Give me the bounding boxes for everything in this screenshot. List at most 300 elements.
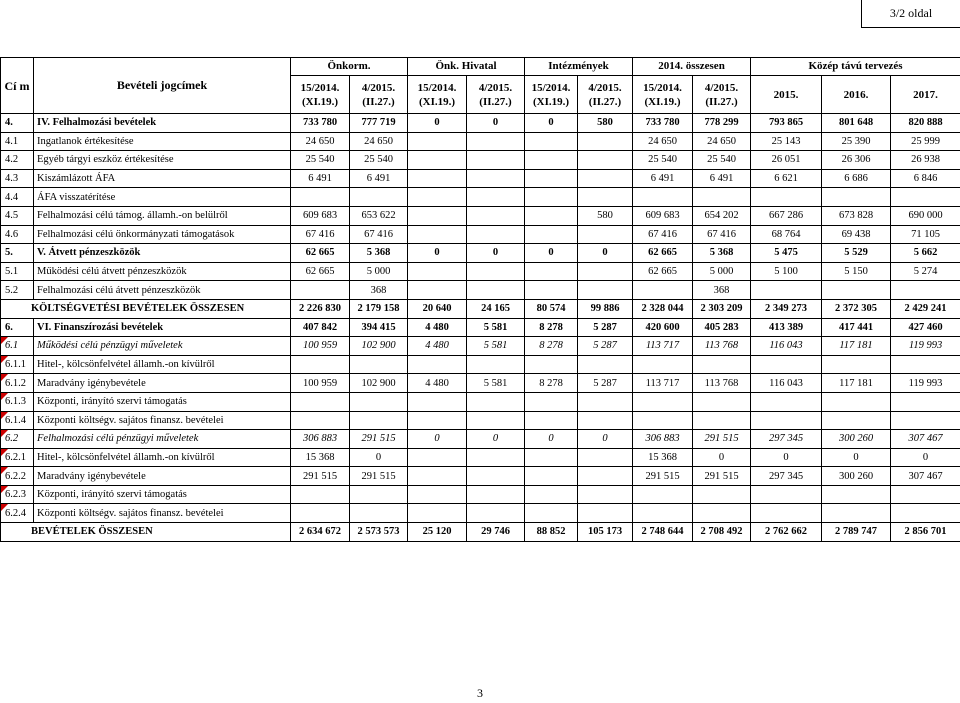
comment-marker-icon [1, 337, 8, 344]
row-code: 6.2.2 [1, 467, 34, 486]
row-value: 8 278 [525, 374, 578, 393]
row-value: 5 581 [467, 337, 525, 356]
row-value [891, 355, 960, 374]
row-value: 0 [408, 114, 467, 133]
row-value: 733 780 [633, 114, 693, 133]
row-value [693, 355, 751, 374]
row-value: 62 665 [291, 262, 350, 281]
row-value [822, 411, 891, 430]
row-value: 427 460 [891, 318, 960, 337]
row-code: 4.5 [1, 206, 34, 225]
table-row [1, 430, 960, 449]
row-code: 5.2 [1, 281, 34, 300]
row-value: 300 260 [822, 430, 891, 449]
row-value [408, 225, 467, 244]
row-value: 102 900 [350, 374, 408, 393]
row-value [467, 448, 525, 467]
comment-marker-icon [1, 486, 8, 493]
row-label: Felhalmozási célú támog. államh.-on belülről [34, 206, 291, 225]
row-value: 0 [525, 244, 578, 263]
row-value [891, 411, 960, 430]
table-row [1, 151, 960, 170]
row-value: 25 540 [693, 151, 751, 170]
table-row [1, 225, 960, 244]
row-value [291, 411, 350, 430]
row-code: 6.2.4 [1, 504, 34, 523]
row-label: Felhalmozási célú átvett pénzeszközök [34, 281, 291, 300]
row-value: 580 [578, 114, 633, 133]
row-value [467, 485, 525, 504]
row-value [467, 355, 525, 374]
row-value: 667 286 [751, 206, 822, 225]
row-value [751, 411, 822, 430]
row-value [408, 504, 467, 523]
table-row [1, 262, 960, 281]
row-value [408, 467, 467, 486]
row-value [578, 132, 633, 151]
row-value [350, 504, 408, 523]
row-value: 15 368 [291, 448, 350, 467]
comment-marker-icon [1, 412, 8, 419]
table-row [1, 485, 960, 504]
row-value: 733 780 [291, 114, 350, 133]
row-value [525, 132, 578, 151]
row-value: 291 515 [291, 467, 350, 486]
row-value [408, 281, 467, 300]
row-value [578, 281, 633, 300]
row-code: 6. [1, 318, 34, 337]
row-value [578, 448, 633, 467]
row-value: 25 540 [633, 151, 693, 170]
row-value: 300 260 [822, 467, 891, 486]
row-value [408, 392, 467, 411]
row-value: 113 768 [693, 374, 751, 393]
row-value: 407 842 [291, 318, 350, 337]
table-row [1, 523, 960, 542]
row-value [525, 467, 578, 486]
row-value: 0 [891, 448, 960, 467]
row-label: Felhalmozási célú pénzügyi műveletek [34, 430, 291, 449]
row-value: 67 416 [350, 225, 408, 244]
row-value [578, 188, 633, 207]
table-row [1, 244, 960, 263]
row-value: 297 345 [751, 430, 822, 449]
row-value: 25 120 [408, 523, 467, 542]
row-value: 306 883 [291, 430, 350, 449]
row-value [891, 188, 960, 207]
row-value: 0 [408, 430, 467, 449]
row-value [578, 485, 633, 504]
row-code: 6.1.1 [1, 355, 34, 374]
row-value [822, 485, 891, 504]
row-value: 25 540 [350, 151, 408, 170]
row-value: 5 475 [751, 244, 822, 263]
row-value [350, 355, 408, 374]
row-value [633, 504, 693, 523]
row-value: 405 283 [693, 318, 751, 337]
row-value: 25 143 [751, 132, 822, 151]
row-value [822, 281, 891, 300]
comment-marker-icon [1, 393, 8, 400]
row-label: Központi költségv. sajátos finansz. bevételei [34, 504, 291, 523]
row-value: 2 179 158 [350, 299, 408, 318]
subheader-period: 2015. [751, 76, 822, 114]
row-value: 5 529 [822, 244, 891, 263]
row-value [751, 355, 822, 374]
row-label: Kiszámlázott ÁFA [34, 169, 291, 188]
row-value: 8 278 [525, 318, 578, 337]
row-value: 26 051 [751, 151, 822, 170]
table-row [1, 132, 960, 151]
row-value: 793 865 [751, 114, 822, 133]
row-value [525, 225, 578, 244]
header-group-intezmenyek: Intézmények [525, 58, 633, 76]
row-value: 80 574 [525, 299, 578, 318]
row-value [633, 485, 693, 504]
table-row [1, 337, 960, 356]
row-value [408, 355, 467, 374]
row-label: Központi, irányító szervi támogatás [34, 392, 291, 411]
row-value: 6 621 [751, 169, 822, 188]
row-value [291, 188, 350, 207]
row-label: Hitel-, kölcsönfelvétel államh.-on kívülről [34, 355, 291, 374]
row-value [633, 411, 693, 430]
row-value [822, 355, 891, 374]
row-value: 654 202 [693, 206, 751, 225]
row-code: 6.1.3 [1, 392, 34, 411]
row-value: 62 665 [633, 262, 693, 281]
row-value [408, 485, 467, 504]
comment-marker-icon [1, 449, 8, 456]
row-value: 0 [525, 430, 578, 449]
row-value [578, 504, 633, 523]
row-label: IV. Felhalmozási bevételek [34, 114, 291, 133]
row-value [467, 132, 525, 151]
row-value [467, 411, 525, 430]
table-row [1, 392, 960, 411]
table-row [1, 467, 960, 486]
row-code: 6.1.4 [1, 411, 34, 430]
row-value: 580 [578, 206, 633, 225]
comment-marker-icon [1, 467, 8, 474]
row-value [751, 392, 822, 411]
row-value: 0 [751, 448, 822, 467]
row-value: 5 368 [693, 244, 751, 263]
row-value: 2 349 273 [751, 299, 822, 318]
row-value: 117 181 [822, 374, 891, 393]
row-value: 26 306 [822, 151, 891, 170]
row-value: 62 665 [633, 244, 693, 263]
row-value: 5 100 [751, 262, 822, 281]
row-value: 6 491 [291, 169, 350, 188]
row-value: 0 [467, 244, 525, 263]
row-value: 5 662 [891, 244, 960, 263]
row-label: Működési célú átvett pénzeszközök [34, 262, 291, 281]
row-value: 297 345 [751, 467, 822, 486]
row-value: 778 299 [693, 114, 751, 133]
row-value: 15 368 [633, 448, 693, 467]
subheader-period: 4/2015. (II.27.) [350, 76, 408, 114]
row-value: 368 [350, 281, 408, 300]
row-value: 5 000 [693, 262, 751, 281]
row-value: 117 181 [822, 337, 891, 356]
row-value [467, 504, 525, 523]
row-value: 820 888 [891, 114, 960, 133]
row-value [633, 188, 693, 207]
row-value [408, 188, 467, 207]
row-value: 24 650 [693, 132, 751, 151]
row-value: 71 105 [891, 225, 960, 244]
row-value [350, 392, 408, 411]
row-value: 0 [693, 448, 751, 467]
row-code: 6.1 [1, 337, 34, 356]
row-value: 2 634 672 [291, 523, 350, 542]
row-value: 67 416 [693, 225, 751, 244]
row-value [291, 392, 350, 411]
subheader-period: 2016. [822, 76, 891, 114]
header-title: Bevételi jogcímek [34, 58, 291, 114]
row-value: 25 540 [291, 151, 350, 170]
row-value: 368 [693, 281, 751, 300]
row-value: 5 287 [578, 318, 633, 337]
row-code: 4.6 [1, 225, 34, 244]
subheader-period: 4/2015. (II.27.) [578, 76, 633, 114]
row-value [891, 281, 960, 300]
header-group-osszesen: 2014. összesen [633, 58, 751, 76]
row-value: 8 278 [525, 337, 578, 356]
subheader-period: 4/2015. (II.27.) [693, 76, 751, 114]
row-value [891, 392, 960, 411]
row-value [408, 151, 467, 170]
row-value: 291 515 [693, 467, 751, 486]
row-value [578, 169, 633, 188]
row-value [822, 392, 891, 411]
row-value: 653 622 [350, 206, 408, 225]
row-value [467, 225, 525, 244]
row-value: 2 856 701 [891, 523, 960, 542]
row-value: 413 389 [751, 318, 822, 337]
row-value [578, 392, 633, 411]
row-value [751, 188, 822, 207]
row-value [350, 188, 408, 207]
row-value: 26 938 [891, 151, 960, 170]
row-value [408, 448, 467, 467]
row-value [408, 206, 467, 225]
row-value [525, 392, 578, 411]
row-value [408, 132, 467, 151]
table-row [1, 318, 960, 337]
row-code: 6.2 [1, 430, 34, 449]
row-value: 113 717 [633, 374, 693, 393]
subheader-period: 15/2014. (XI.19.) [291, 76, 350, 114]
row-value [578, 262, 633, 281]
row-value [350, 485, 408, 504]
row-value: 116 043 [751, 337, 822, 356]
row-value: 0 [525, 114, 578, 133]
row-value [291, 485, 350, 504]
row-value [891, 504, 960, 523]
row-value [578, 225, 633, 244]
row-value [891, 485, 960, 504]
row-value: 24 650 [291, 132, 350, 151]
row-value [350, 411, 408, 430]
row-value: 609 683 [633, 206, 693, 225]
row-label: Felhalmozási célú önkormányzati támogatások [34, 225, 291, 244]
row-value [693, 392, 751, 411]
table-row [1, 411, 960, 430]
row-value: 0 [578, 244, 633, 263]
row-value [633, 281, 693, 300]
row-value: 6 686 [822, 169, 891, 188]
row-value: 4 480 [408, 374, 467, 393]
row-value: 25 999 [891, 132, 960, 151]
row-value: 673 828 [822, 206, 891, 225]
table-row [1, 448, 960, 467]
row-label: Maradvány igénybevétele [34, 374, 291, 393]
row-label: ÁFA visszatérítése [34, 188, 291, 207]
comment-marker-icon [1, 430, 8, 437]
row-value: 119 993 [891, 337, 960, 356]
row-value [467, 151, 525, 170]
row-value: 801 648 [822, 114, 891, 133]
row-value [467, 188, 525, 207]
row-value: 2 429 241 [891, 299, 960, 318]
row-value [525, 411, 578, 430]
row-code: 5.1 [1, 262, 34, 281]
row-value: 62 665 [291, 244, 350, 263]
row-value [822, 504, 891, 523]
row-value: 24 165 [467, 299, 525, 318]
row-value: 5 150 [822, 262, 891, 281]
table-row [1, 281, 960, 300]
row-value: 105 173 [578, 523, 633, 542]
row-value: 307 467 [891, 430, 960, 449]
row-value [693, 485, 751, 504]
row-value [408, 411, 467, 430]
row-value [693, 411, 751, 430]
row-value [291, 281, 350, 300]
comment-marker-icon [1, 504, 8, 511]
row-value: 119 993 [891, 374, 960, 393]
row-value: 116 043 [751, 374, 822, 393]
header-group-hivatal: Önk. Hivatal [408, 58, 525, 76]
row-label: VI. Finanszírozási bevételek [34, 318, 291, 337]
row-value [578, 355, 633, 374]
row-value: 25 390 [822, 132, 891, 151]
row-value: 0 [822, 448, 891, 467]
row-value [467, 169, 525, 188]
row-value [751, 485, 822, 504]
row-value: 6 491 [633, 169, 693, 188]
row-value [467, 206, 525, 225]
row-value: 100 959 [291, 337, 350, 356]
row-value: 5 287 [578, 374, 633, 393]
table-row [1, 355, 960, 374]
row-code: 4.3 [1, 169, 34, 188]
row-value: 4 480 [408, 318, 467, 337]
table-row [1, 188, 960, 207]
row-value: 2 789 747 [822, 523, 891, 542]
row-value: 291 515 [350, 430, 408, 449]
row-value [578, 151, 633, 170]
row-value: 0 [578, 430, 633, 449]
row-value [578, 467, 633, 486]
comment-marker-icon [1, 374, 8, 381]
row-code: 6.1.2 [1, 374, 34, 393]
row-label: Hitel-, kölcsönfelvétel államh.-on kívülről [34, 448, 291, 467]
row-code: 4.1 [1, 132, 34, 151]
row-value: 24 650 [350, 132, 408, 151]
table-row [1, 374, 960, 393]
row-value: 0 [467, 430, 525, 449]
subheader-period: 15/2014. (XI.19.) [525, 76, 578, 114]
row-value: 2 372 305 [822, 299, 891, 318]
row-value: 99 886 [578, 299, 633, 318]
table-row [1, 206, 960, 225]
header-code: Cí m [1, 58, 34, 114]
row-value [525, 151, 578, 170]
page-label: 3/2 oldal [861, 0, 960, 28]
row-value: 113 717 [633, 337, 693, 356]
row-value: 2 303 209 [693, 299, 751, 318]
row-value: 6 846 [891, 169, 960, 188]
row-value: 6 491 [350, 169, 408, 188]
row-value [751, 281, 822, 300]
row-value: 0 [350, 448, 408, 467]
row-value: 102 900 [350, 337, 408, 356]
row-code: 5. [1, 244, 34, 263]
row-value: 307 467 [891, 467, 960, 486]
row-value [525, 188, 578, 207]
row-value: 24 650 [633, 132, 693, 151]
row-value [467, 467, 525, 486]
row-value: 2 226 830 [291, 299, 350, 318]
subheader-period: 15/2014. (XI.19.) [633, 76, 693, 114]
row-value: 420 600 [633, 318, 693, 337]
row-value [408, 169, 467, 188]
row-value: 5 287 [578, 337, 633, 356]
row-label: Egyéb tárgyi eszköz értékesítése [34, 151, 291, 170]
header-group-kozeptavu: Közép távú tervezés [751, 58, 960, 76]
row-code: 4.2 [1, 151, 34, 170]
budget-table [0, 57, 960, 542]
row-value: 2 748 644 [633, 523, 693, 542]
row-label: Működési célú pénzügyi műveletek [34, 337, 291, 356]
row-value: 2 762 662 [751, 523, 822, 542]
row-value [693, 504, 751, 523]
page-number: 3 [477, 686, 483, 700]
row-value: 2 708 492 [693, 523, 751, 542]
row-value: 777 719 [350, 114, 408, 133]
row-value [633, 355, 693, 374]
row-value: 2 328 044 [633, 299, 693, 318]
comment-marker-icon [1, 356, 8, 363]
row-value [578, 411, 633, 430]
row-value: 69 438 [822, 225, 891, 244]
row-value: 67 416 [291, 225, 350, 244]
row-value: 0 [467, 114, 525, 133]
row-value [291, 355, 350, 374]
row-value: 20 640 [408, 299, 467, 318]
row-value: 113 768 [693, 337, 751, 356]
row-value: 5 000 [350, 262, 408, 281]
row-code: 6.2.3 [1, 485, 34, 504]
table-row [1, 504, 960, 523]
subheader-period: 2017. [891, 76, 960, 114]
row-value: 0 [408, 244, 467, 263]
row-value: 67 416 [633, 225, 693, 244]
table-row [1, 299, 960, 318]
